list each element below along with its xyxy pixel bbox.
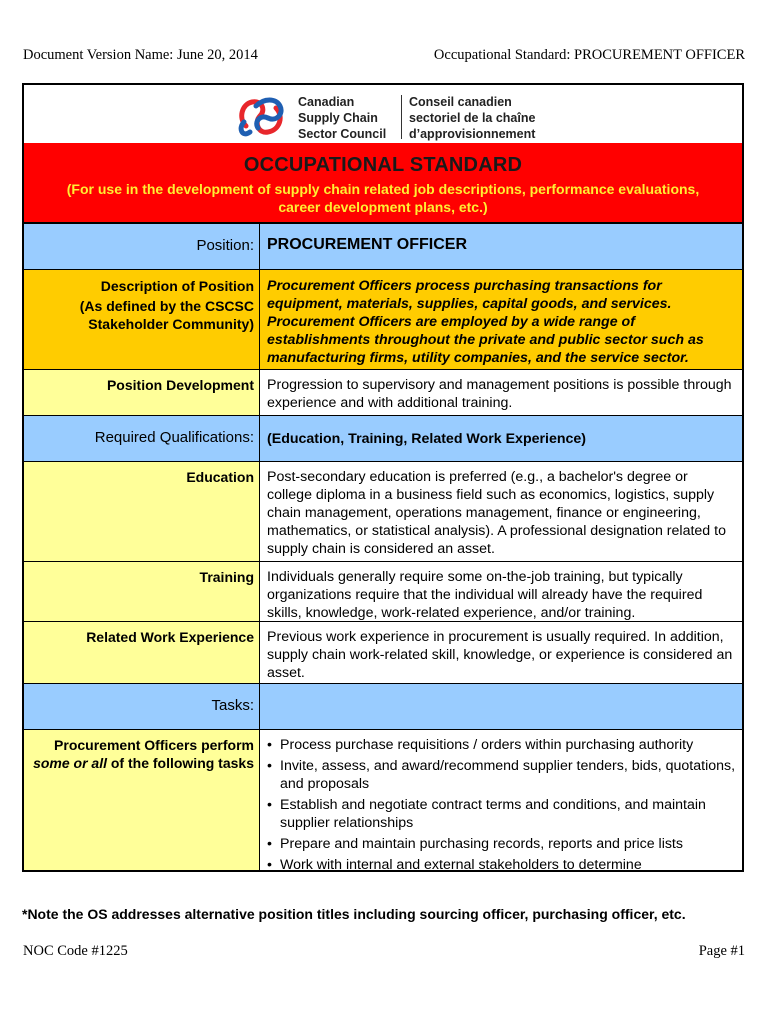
task-text: Process purchase requisitions / orders within purchasing authority xyxy=(280,737,694,753)
page-number: Page #1 xyxy=(698,943,745,959)
logo-en-line: Supply Chain xyxy=(298,111,378,125)
logo-row xyxy=(24,85,742,144)
qualifications-row xyxy=(24,416,742,462)
training-value: Individuals generally require some on-the-job training, but typically organizations require that the individual will already have the required skills, knowledge, work-related experience, and/or training. xyxy=(260,562,742,621)
footnote: *Note the OS addresses alternative position titles including sourcing officer, purchasing officer, etc. xyxy=(22,906,686,922)
bullet-icon: • xyxy=(267,737,272,753)
task-item xyxy=(266,757,736,793)
education-row xyxy=(24,462,742,562)
training-row xyxy=(24,562,742,622)
bullet-icon: • xyxy=(267,857,272,872)
tasks-intro-emphasis: some or all xyxy=(33,755,107,771)
banner-title: OCCUPATIONAL STANDARD xyxy=(243,154,523,176)
logo-french-text xyxy=(409,94,535,142)
tasks-list xyxy=(260,730,742,872)
description-label-main: Description of Position xyxy=(100,278,254,294)
tasks-header-value xyxy=(260,684,742,729)
development-row xyxy=(24,370,742,416)
tasks-header-row xyxy=(24,684,742,730)
logo-divider xyxy=(401,95,402,139)
tasks-intro-text: of the following tasks xyxy=(110,755,254,771)
education-value: Post-secondary education is preferred (e.g., a bachelor's degree or college diploma in a business field such as economics, logistics, supply chain management, operations management, finance or engineering, mathematics, or statistical analysis). A professional designation related to supply chain is considered an asset. xyxy=(260,462,742,561)
bullet-icon: • xyxy=(267,797,272,813)
tasks-row xyxy=(24,730,742,872)
description-value: Procurement Officers process purchasing transactions for equipment, materials, supplies, capital goods, and services. Procurement Officers are employed by a wide range of establishments throughout the private and public sector such as manufacturing firms, utility companies, and the service sector. xyxy=(267,278,704,366)
tasks-label: Tasks: xyxy=(24,684,260,729)
tasks-intro xyxy=(24,730,260,872)
task-text: Prepare and maintain purchasing records, reports and price lists xyxy=(280,836,683,852)
experience-value: Previous work experience in procurement is usually required. In addition, supply chain work-related skill, knowledge, or experience is considered an asset. xyxy=(260,622,742,683)
task-text: Establish and negotiate contract terms and conditions, and maintain supplier relationships xyxy=(280,797,706,831)
title-banner xyxy=(24,143,742,224)
description-row xyxy=(24,270,742,370)
training-label: Training xyxy=(24,562,260,621)
logo-en-line: Sector Council xyxy=(298,127,387,141)
development-label: Position Development xyxy=(24,370,260,415)
task-item xyxy=(266,856,736,872)
development-value: Progression to supervisory and management positions is possible through experience and with additional training. xyxy=(260,370,742,415)
bullet-icon: • xyxy=(267,836,272,852)
standard-table xyxy=(22,83,744,872)
tasks-intro-text: Procurement Officers perform xyxy=(54,737,254,753)
experience-label: Related Work Experience xyxy=(24,622,260,683)
experience-row xyxy=(24,622,742,684)
bullet-icon: • xyxy=(267,758,272,774)
position-value: PROCUREMENT OFFICER xyxy=(267,236,467,253)
position-label: Position: xyxy=(24,224,260,269)
logo-en-line: Canadian xyxy=(298,95,355,109)
document-version: Document Version Name: June 20, 2014 xyxy=(23,47,258,63)
banner-subtitle: (For use in the development of supply chain related job descriptions, performance evaluations, career development plans, etc.) xyxy=(66,181,700,215)
qualifications-label: Required Qualifications: xyxy=(24,416,260,461)
task-item xyxy=(266,736,736,754)
logo-fr-line: sectoriel de la chaîne xyxy=(409,111,536,125)
task-text: Invite, assess, and award/recommend supplier tenders, bids, quotations, and proposals xyxy=(280,758,736,792)
logo-english-text xyxy=(298,94,386,142)
task-item xyxy=(266,796,736,832)
logo-fr-line: d’approvisionnement xyxy=(409,127,536,141)
cscsc-logo-icon xyxy=(236,92,288,142)
education-label: Education xyxy=(24,462,260,561)
logo-fr-line: Conseil canadien xyxy=(409,95,512,109)
occupational-standard-header: Occupational Standard: PROCUREMENT OFFICER xyxy=(433,47,745,63)
description-label xyxy=(24,270,260,369)
task-text: Work with internal and external stakeholders to determine xyxy=(280,857,642,872)
task-item xyxy=(266,835,736,853)
qualifications-value: (Education, Training, Related Work Experience) xyxy=(267,431,587,447)
description-label-note: (As defined by the CSCSC Stakeholder Community) xyxy=(79,298,254,332)
position-row xyxy=(24,224,742,270)
noc-code: NOC Code #1225 xyxy=(23,943,128,959)
